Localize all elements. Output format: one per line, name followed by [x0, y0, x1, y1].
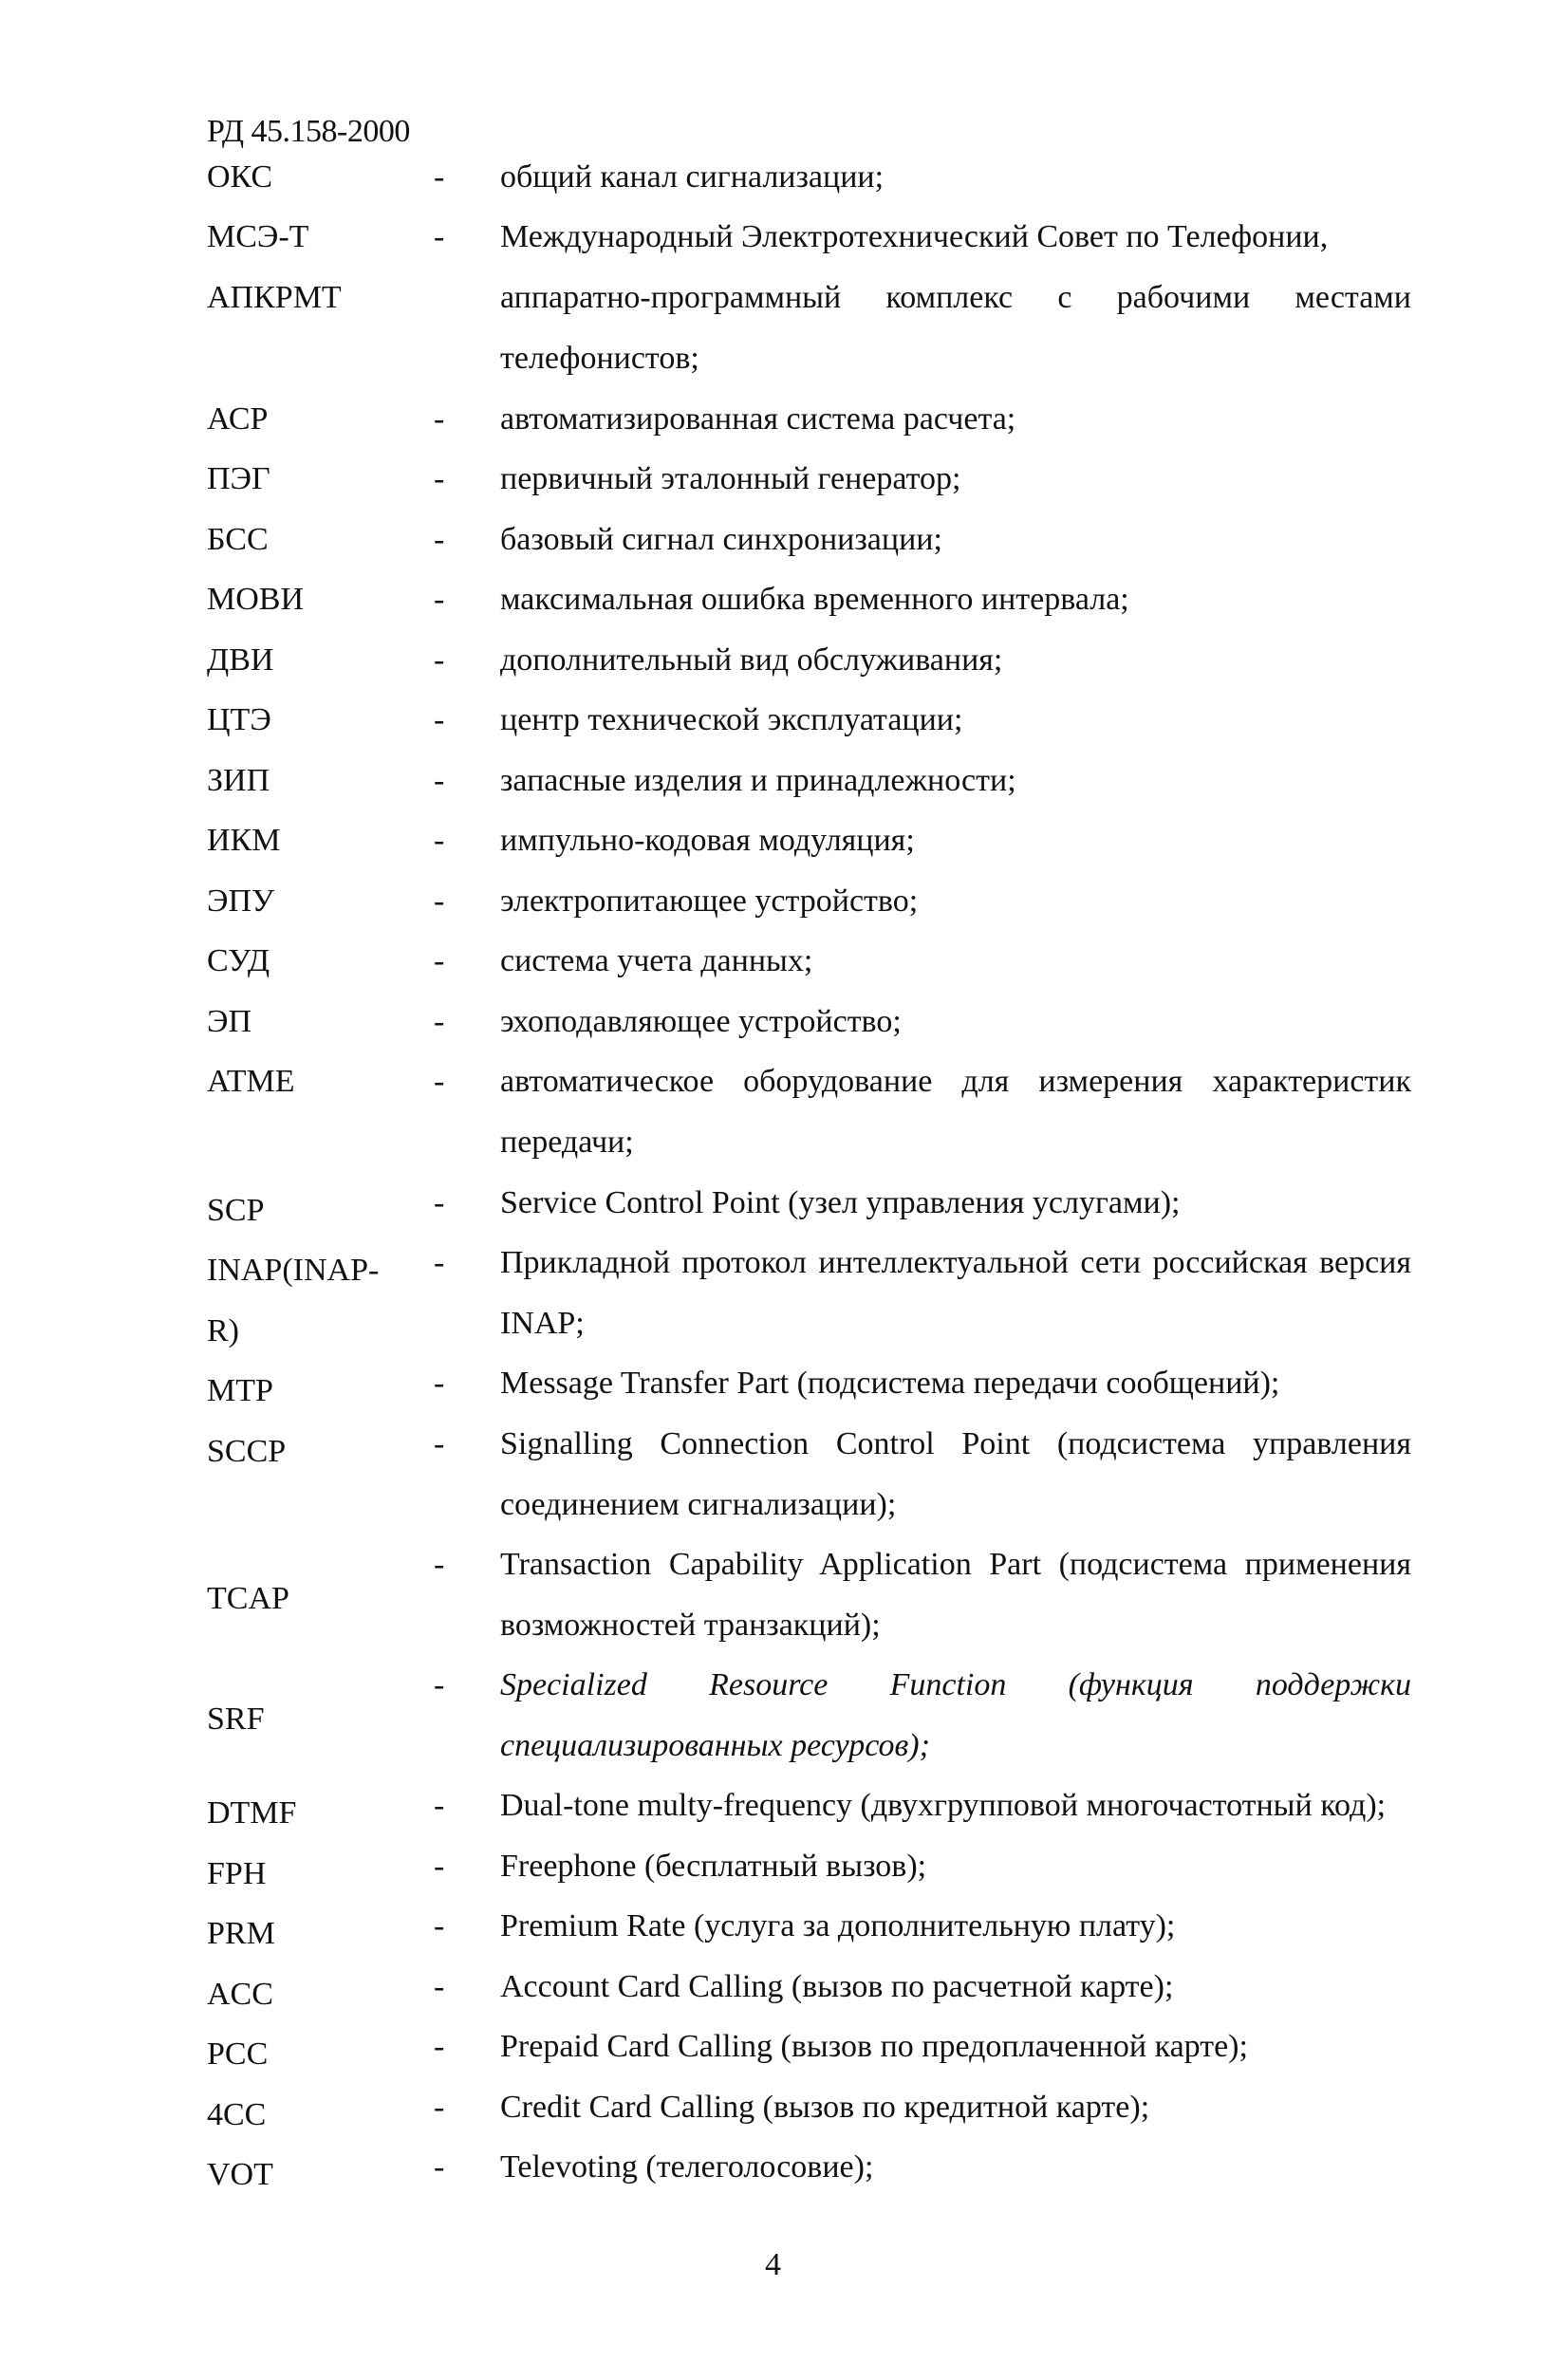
separator-dash: - — [434, 1245, 445, 1280]
abbreviation-term: АСР — [207, 401, 269, 437]
abbreviation-definition: Televoting (телеголосовие); — [500, 2149, 874, 2185]
abbreviation-definition: автоматическое оборудование для измерения характеристик передачи; — [500, 1064, 1411, 1160]
separator-dash: - — [434, 1667, 445, 1702]
separator-dash: - — [434, 1849, 445, 1884]
abbreviation-term: МОВИ — [207, 582, 305, 617]
separator-dash: - — [434, 401, 445, 437]
abbreviation-term: ЦТЭ — [207, 702, 271, 737]
separator-dash: - — [434, 1969, 445, 2004]
separator-dash: - — [434, 159, 445, 195]
abbreviation-definition: базовый сигнал синхронизации; — [500, 522, 942, 557]
abbreviation-definition: Dual-tone multy-frequency (двухгрупповой многочастотный код); — [500, 1788, 1387, 1823]
abbreviation-term: FPH — [207, 1856, 267, 1891]
abbreviation-term: SCCP — [207, 1434, 287, 1469]
abbreviation-definition: первичный эталонный генератор; — [500, 461, 961, 496]
abbreviation-definition: Transaction Capability Application Part (подсистема применения возможностей транзакций); — [500, 1547, 1411, 1643]
abbreviation-definition: эхоподавляющее устройство; — [500, 1004, 902, 1039]
abbreviation-term: ПЭГ — [207, 461, 270, 496]
abbreviation-definition: Signalling Connection Control Point (подсистема управления соединением сигнализации); — [500, 1426, 1411, 1522]
abbreviation-term: DTMF — [207, 1795, 297, 1831]
abbreviation-definition: Freephone (бесплатный вызов); — [500, 1849, 927, 1884]
abbreviation-term: INAP(INAP-R) — [207, 1253, 380, 1348]
separator-dash: - — [434, 1908, 445, 1943]
abbreviation-term: TCAP — [207, 1581, 289, 1616]
abbreviation-definition: дополнительный вид обслуживания; — [500, 642, 1003, 678]
abbreviation-definition: Message Transfer Part (подсистема передачи сообщений); — [500, 1366, 1280, 1401]
separator-dash: - — [434, 1064, 445, 1099]
abbreviation-term: PCC — [207, 2036, 269, 2072]
abbreviation-term: ЭП — [207, 1004, 251, 1039]
separator-dash: - — [434, 2149, 445, 2185]
separator-dash: - — [434, 1788, 445, 1823]
separator-dash: - — [434, 1366, 445, 1401]
document-header: РД 45.158-2000 — [207, 114, 410, 149]
abbreviation-definition: Международный Электротехнический Совет по Телефонии, — [500, 219, 1329, 254]
abbreviation-definition: Prepaid Card Calling (вызов по предоплаченной карте); — [500, 2029, 1248, 2064]
abbreviation-definition: автоматизированная система расчета; — [500, 401, 1016, 437]
abbreviation-term: PRM — [207, 1916, 275, 1951]
abbreviation-definition: система учета данных; — [500, 943, 813, 978]
separator-dash: - — [434, 1185, 445, 1220]
abbreviation-term: ДВИ — [207, 642, 274, 678]
abbreviation-term: ЭПУ — [207, 883, 275, 919]
abbreviation-definition: Account Card Calling (вызов по расчетной карте); — [500, 1969, 1174, 2004]
abbreviation-term: ACC — [207, 1977, 273, 2012]
separator-dash: - — [434, 219, 445, 254]
abbreviation-term: ATME — [207, 1064, 295, 1099]
separator-dash: - — [434, 883, 445, 919]
abbreviation-definition: общий канал сигнализации; — [500, 159, 885, 195]
abbreviation-definition: Service Control Point (узел управления услугами); — [500, 1185, 1181, 1220]
separator-dash: - — [434, 582, 445, 617]
abbreviation-term: MTP — [207, 1373, 273, 1408]
abbreviation-definition: электропитающее устройство; — [500, 883, 919, 919]
abbreviation-term: VOT — [207, 2157, 273, 2192]
abbreviation-term: SRF — [207, 1701, 265, 1737]
separator-dash: - — [434, 702, 445, 737]
abbreviation-term: SCP — [207, 1193, 265, 1228]
abbreviation-definition: центр технической эксплуатации; — [500, 702, 963, 737]
separator-dash: - — [434, 1426, 445, 1461]
separator-dash: - — [434, 1004, 445, 1039]
abbreviation-term: МСЭ-Т — [207, 219, 309, 254]
abbreviation-definition: максимальная ошибка временного интервала; — [500, 582, 1129, 617]
separator-dash: - — [434, 1547, 445, 1582]
separator-dash: - — [434, 763, 445, 798]
abbreviation-definition: импульно-кодовая модуляция; — [500, 823, 915, 858]
separator-dash: - — [434, 823, 445, 858]
separator-dash: - — [434, 461, 445, 496]
abbreviation-definition: Credit Card Calling (вызов по кредитной карте); — [500, 2090, 1150, 2125]
separator-dash: - — [434, 943, 445, 978]
abbreviation-term: АПКРМТ — [207, 280, 342, 315]
abbreviation-definition: аппаратно-программный комплекс с рабочими местами телефонистов; — [500, 280, 1411, 376]
separator-dash: - — [434, 642, 445, 678]
abbreviation-term: ЗИП — [207, 763, 270, 798]
page-number: 4 — [765, 2247, 781, 2282]
separator-dash: - — [434, 2029, 445, 2064]
abbreviation-definition: Premium Rate (услуга за дополнительную плату); — [500, 1908, 1176, 1943]
abbreviation-definition: Specialized Resource Function (функция поддержки специализированных ресурсов); — [500, 1667, 1411, 1763]
separator-dash: - — [434, 2090, 445, 2125]
abbreviation-term: БСС — [207, 522, 269, 557]
abbreviation-definition: запасные изделия и принадлежности; — [500, 763, 1016, 798]
abbreviation-term: 4CC — [207, 2097, 267, 2132]
abbreviation-term: ИКМ — [207, 823, 281, 858]
abbreviation-term: СУД — [207, 943, 270, 978]
abbreviation-term: ОКС — [207, 159, 273, 195]
separator-dash: - — [434, 522, 445, 557]
abbreviation-definition: Прикладной протокол интеллектуальной сети российская версия INAP; — [500, 1245, 1411, 1341]
